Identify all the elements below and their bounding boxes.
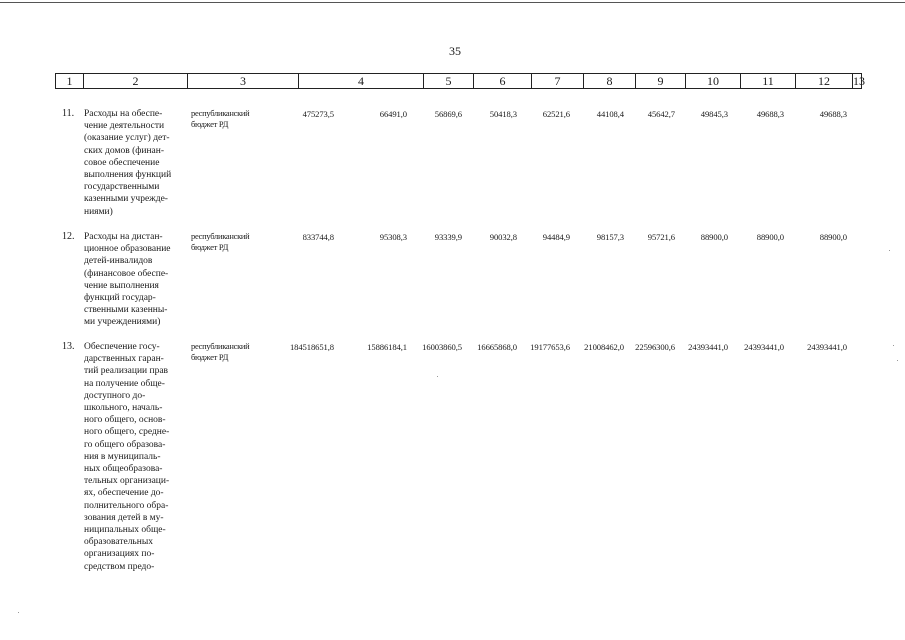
header-cell: 5: [424, 74, 474, 88]
funding-source-line: республиканский: [191, 231, 250, 241]
description-line: ниципальных обще-: [84, 525, 166, 536]
value-cell-col-12: 88900,0: [756, 232, 784, 242]
scan-speck: [897, 360, 898, 361]
value-cell-col-13: 88900,0: [819, 232, 847, 242]
description-line: ях, обеспечение до-: [84, 488, 164, 499]
value-cell-col-9: 44108,4: [596, 109, 624, 119]
value-cell-col-10: 45642,7: [647, 109, 675, 119]
description-line: Обеспечение госу-: [84, 342, 160, 352]
funding-source-line: бюджет РД: [191, 352, 229, 362]
description-line: государственными: [84, 182, 160, 193]
value-cell-col-12: 49688,3: [756, 109, 784, 119]
description-line: дарственных гаран-: [84, 354, 164, 365]
value-cell-col-9: 21008462,0: [584, 342, 624, 352]
row-number: 11.: [62, 108, 75, 119]
header-cell: 2: [84, 74, 188, 88]
description-line: Расходы на обеспе-: [84, 109, 163, 119]
description-line: чение деятельности: [84, 121, 165, 132]
description-line: ния в муниципаль-: [84, 451, 161, 462]
value-cell-col-13: 24393441,0: [807, 342, 847, 352]
description-line: средством предо-: [84, 561, 155, 572]
value-cell-col-9: 98157,3: [596, 232, 624, 242]
funding-source-line: бюджет РД: [191, 242, 229, 252]
funding-source-line: республиканский: [191, 341, 250, 351]
value-cell-col-10: 95721,6: [647, 232, 675, 242]
value-cell-col-6: 56869,6: [434, 109, 462, 119]
description-line: (финансовое обеспе-: [84, 268, 169, 279]
value-cell-col-5: 95308,3: [379, 232, 407, 242]
value-cell-col-13: 49688,3: [819, 109, 847, 119]
header-cell: 7: [532, 74, 584, 88]
value-cell-col-10: 22596300,6: [635, 342, 675, 352]
funding-source-line: республиканский: [191, 108, 250, 118]
description-line: казенными учрежде-: [84, 194, 168, 205]
scan-speck: [889, 250, 890, 251]
description-line: школьного, началь-: [84, 403, 163, 414]
row-description: [84, 108, 171, 218]
value-cell-col-11: 49845,3: [700, 109, 728, 119]
header-cell: 4: [299, 74, 424, 88]
description-line: доступного до-: [84, 390, 146, 401]
value-cell-col-8: 62521,6: [542, 109, 570, 119]
page-number: 35: [449, 44, 461, 58]
description-line: полнительного обра-: [84, 500, 169, 511]
description-line: тельных организаци-: [84, 476, 170, 487]
value-cell-col-5: 66491,0: [379, 109, 407, 119]
row-number: 12.: [62, 231, 75, 242]
header-cell: 12: [796, 74, 853, 88]
value-cell-col-5: 15886184,1: [367, 342, 407, 352]
funding-source: [191, 341, 249, 363]
value-cell-col-4: 833744,8: [302, 232, 334, 242]
value-cell-col-11: 88900,0: [700, 232, 728, 242]
value-cell-col-8: 94484,9: [542, 232, 570, 242]
description-line: ских домов (финан-: [84, 145, 165, 156]
value-cell-col-4: 184518651,8: [289, 342, 334, 352]
description-line: (оказание услуг) дет-: [84, 133, 170, 144]
description-line: детей-инвалидов: [84, 256, 153, 267]
description-line: зования детей в му-: [84, 512, 164, 523]
description-line: ционное образование: [84, 244, 171, 255]
description-line: ного общего, средне-: [84, 427, 170, 438]
value-cell-col-12: 24393441,0: [744, 342, 784, 352]
description-line: тий реализации прав: [84, 366, 169, 377]
header-cell: 8: [584, 74, 636, 88]
header-cell: 6: [474, 74, 532, 88]
value-cell-col-7: 16665868,0: [477, 342, 517, 352]
row-description: [84, 341, 169, 573]
scan-speck: [893, 345, 894, 346]
value-cell-col-6: 16003860,5: [422, 342, 462, 352]
row-description: [84, 231, 171, 329]
description-line: функций государ-: [84, 293, 156, 304]
value-cell-col-7: 90032,8: [489, 232, 517, 242]
header-cell: 3: [188, 74, 299, 88]
description-line: ниями): [84, 206, 113, 217]
description-line: го общего образова-: [84, 439, 166, 450]
header-cell: 13: [853, 74, 865, 88]
value-cell-col-7: 50418,3: [489, 109, 517, 119]
scan-speck: [437, 376, 438, 377]
header-cell: 1: [56, 74, 84, 88]
description-line: Расходы на дистан-: [84, 232, 163, 242]
description-line: выполнения функций: [84, 170, 172, 181]
scan-speck: [18, 612, 19, 613]
description-line: организациях по-: [84, 549, 155, 560]
header-cell: 10: [686, 74, 741, 88]
header-cell: 9: [636, 74, 686, 88]
header-cell: 11: [741, 74, 796, 88]
table-header-row: [55, 73, 865, 89]
description-line: ных общеобразова-: [84, 464, 163, 475]
value-cell-col-6: 93339,9: [434, 232, 462, 242]
description-line: ного общего, основ-: [84, 415, 166, 426]
value-cell-col-11: 24393441,0: [688, 342, 728, 352]
value-cell-col-4: 475273,5: [302, 109, 334, 119]
description-line: на получение обще-: [84, 378, 165, 389]
funding-source-line: бюджет РД: [191, 119, 229, 129]
value-cell-col-8: 19177653,6: [530, 342, 570, 352]
row-number: 13.: [62, 341, 75, 352]
funding-source: [191, 108, 249, 130]
description-line: чение выполнения: [84, 280, 159, 291]
funding-source: [191, 231, 249, 253]
top-border-line: [0, 2, 905, 3]
description-line: ственными казенны-: [84, 305, 168, 316]
description-line: образовательных: [84, 537, 153, 548]
description-line: ми учреждениями): [84, 317, 161, 328]
description-line: совое обеспечение: [84, 157, 160, 168]
